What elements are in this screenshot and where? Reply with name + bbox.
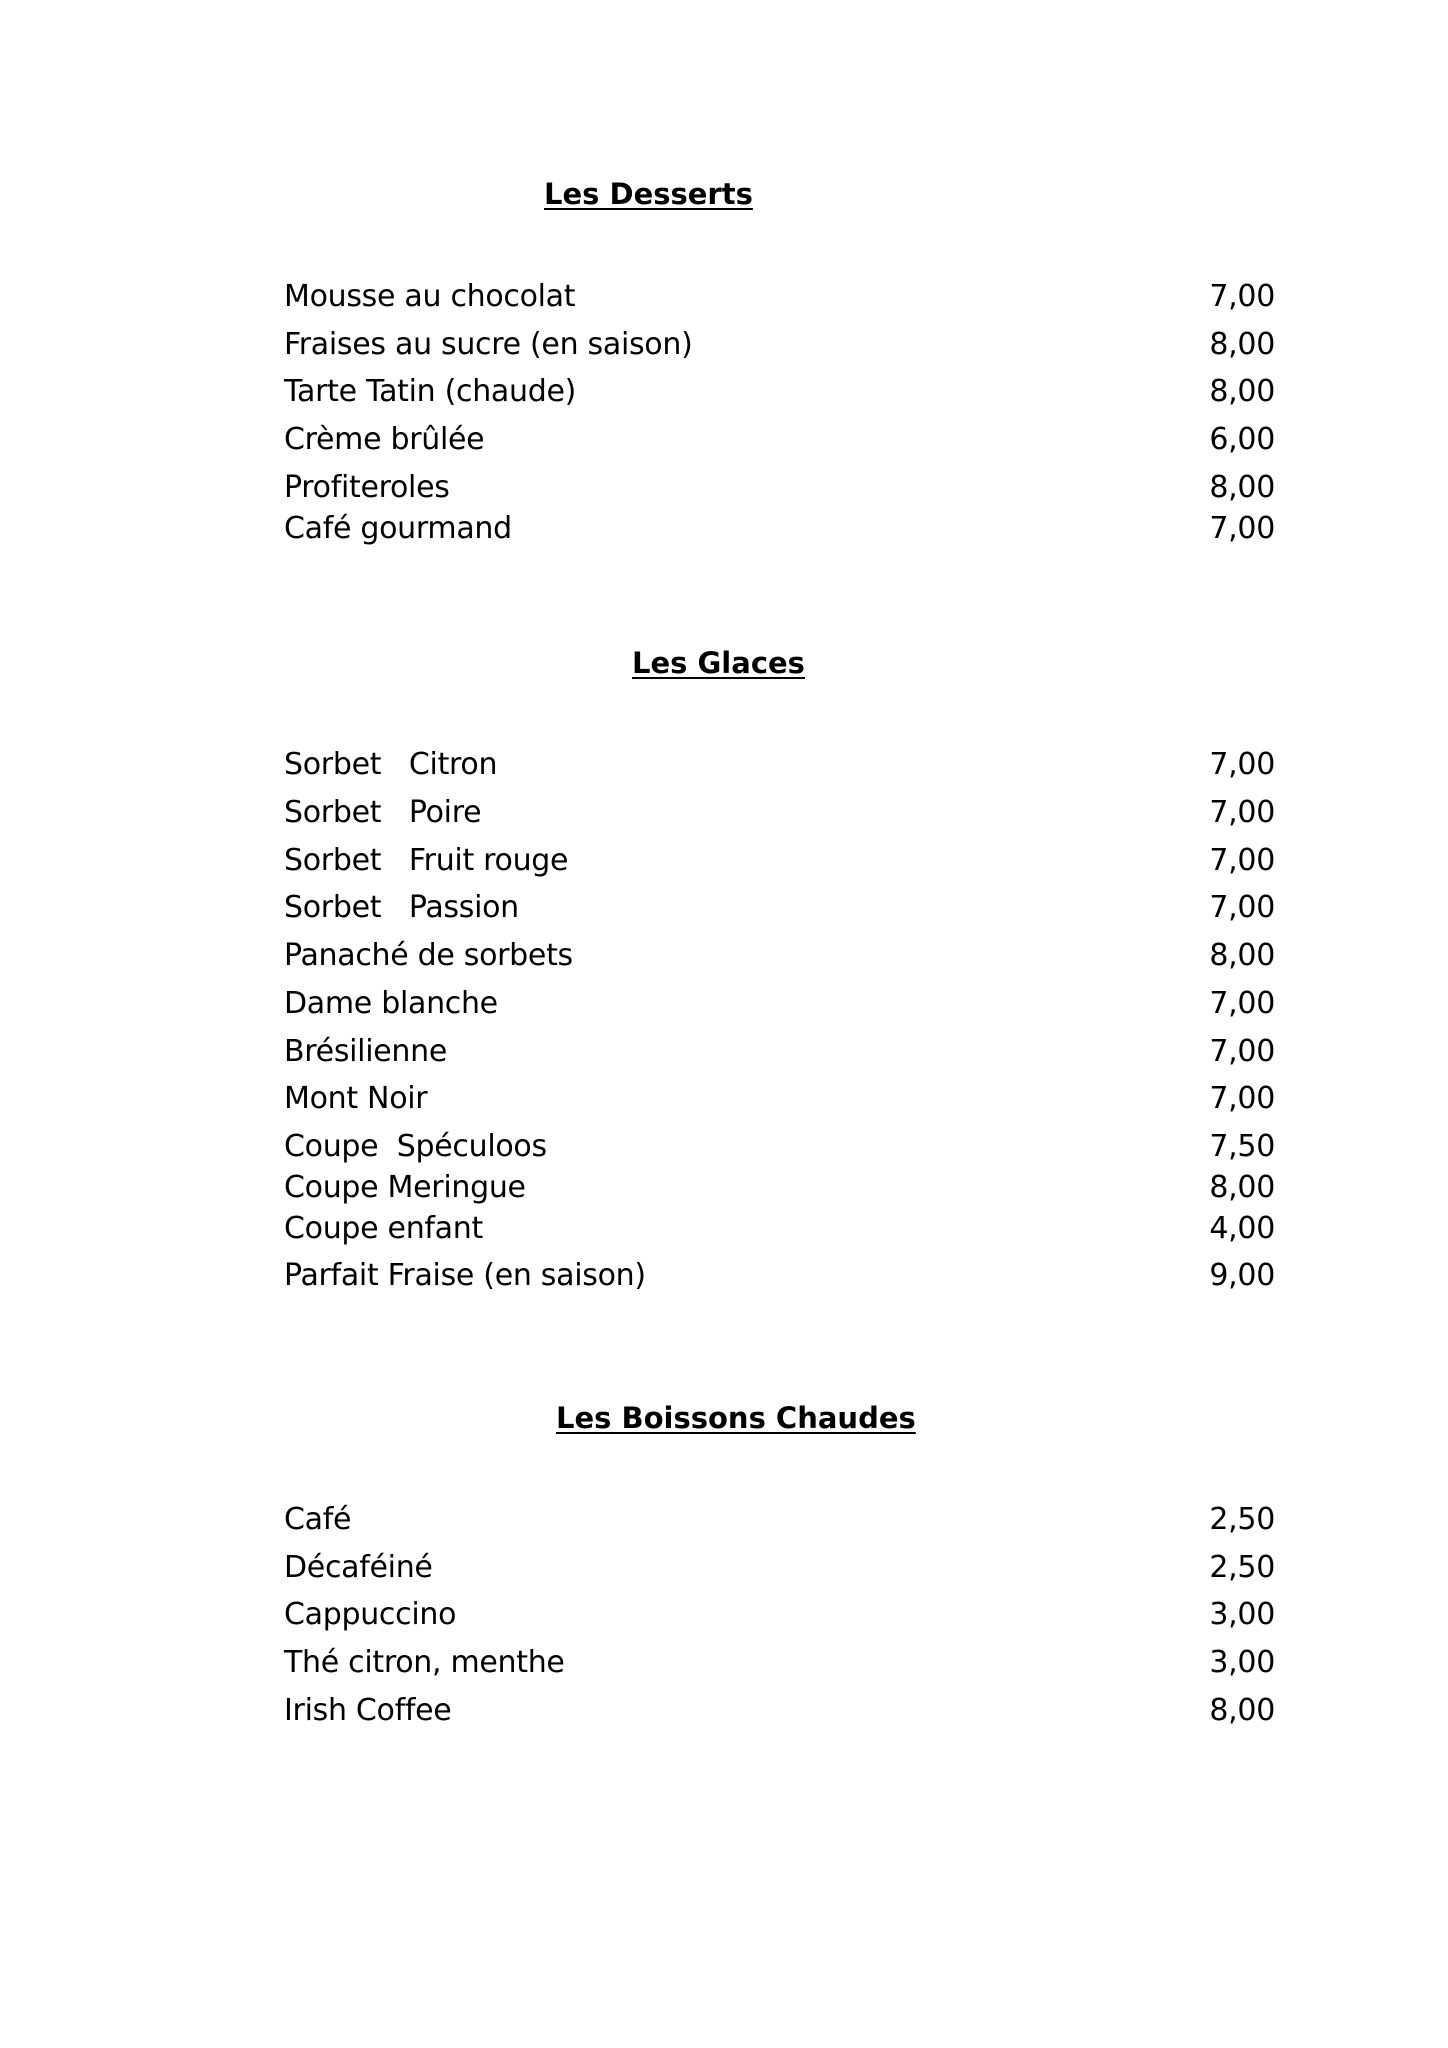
menu-item (284, 745, 1275, 785)
section-title-desserts: Les Desserts (544, 177, 753, 211)
item-price: 8,00 (1209, 470, 1275, 505)
item-name: Cappuccino (284, 1597, 457, 1632)
menu-item (284, 1500, 1275, 1540)
menu-item (284, 984, 1275, 1024)
menu-item (284, 1127, 1275, 1167)
menu-item (284, 1032, 1275, 1072)
menu-item (284, 1079, 1275, 1119)
item-name: Sorbet Fruit rouge (284, 843, 569, 878)
item-name: Café gourmand (284, 511, 512, 546)
item-name: Dame blanche (284, 986, 498, 1021)
item-price: 7,00 (1209, 1034, 1275, 1069)
item-price: 8,00 (1209, 327, 1275, 362)
item-price: 3,00 (1209, 1597, 1275, 1632)
item-price: 3,00 (1209, 1645, 1275, 1680)
menu-item (284, 1256, 1275, 1296)
section-title-glaces: Les Glaces (632, 646, 805, 680)
item-name: Irish Coffee (284, 1693, 452, 1728)
item-name: Thé citron, menthe (284, 1645, 565, 1680)
item-price: 7,00 (1209, 795, 1275, 830)
item-name: Mont Noir (284, 1081, 428, 1116)
item-price: 7,00 (1209, 843, 1275, 878)
item-price: 7,00 (1209, 986, 1275, 1021)
menu-item (284, 1595, 1275, 1635)
item-name: Panaché de sorbets (284, 938, 573, 973)
item-name: Coupe enfant (284, 1211, 483, 1246)
item-price: 6,00 (1209, 422, 1275, 457)
menu-item (284, 793, 1275, 833)
item-price: 9,00 (1209, 1258, 1275, 1293)
item-price: 2,50 (1209, 1502, 1275, 1537)
menu-item (284, 277, 1275, 317)
menu-item (284, 468, 1275, 508)
item-price: 7,00 (1209, 747, 1275, 782)
item-name: Coupe Spéculoos (284, 1129, 547, 1164)
menu-item (284, 936, 1275, 976)
menu-item (284, 841, 1275, 881)
item-price: 7,50 (1209, 1129, 1275, 1164)
item-name: Brésilienne (284, 1034, 447, 1069)
item-price: 8,00 (1209, 1170, 1275, 1205)
item-price: 2,50 (1209, 1550, 1275, 1585)
menu-item (284, 1691, 1275, 1731)
item-price: 8,00 (1209, 1693, 1275, 1728)
menu-item (284, 325, 1275, 365)
item-name: Sorbet Citron (284, 747, 498, 782)
menu-item (284, 420, 1275, 460)
item-name: Sorbet Poire (284, 795, 482, 830)
item-name: Crème brûlée (284, 422, 485, 457)
item-price: 7,00 (1209, 890, 1275, 925)
item-name: Tarte Tatin (chaude) (284, 374, 577, 409)
item-name: Profiteroles (284, 470, 450, 505)
menu-item (284, 1643, 1275, 1683)
menu-item (284, 1209, 1275, 1249)
item-price: 7,00 (1209, 279, 1275, 314)
menu-item (284, 509, 1275, 549)
menu-item (284, 1548, 1275, 1588)
item-price: 8,00 (1209, 374, 1275, 409)
menu-item (284, 888, 1275, 928)
item-name: Coupe Meringue (284, 1170, 526, 1205)
menu-item (284, 1168, 1275, 1208)
item-name: Parfait Fraise (en saison) (284, 1258, 646, 1293)
menu-item (284, 372, 1275, 412)
item-name: Décaféiné (284, 1550, 433, 1585)
item-price: 7,00 (1209, 1081, 1275, 1116)
item-name: Café (284, 1502, 352, 1537)
item-name: Fraises au sucre (en saison) (284, 327, 693, 362)
section-title-boissons-chaudes: Les Boissons Chaudes (556, 1401, 916, 1435)
item-price: 7,00 (1209, 511, 1275, 546)
item-price: 4,00 (1209, 1211, 1275, 1246)
item-price: 8,00 (1209, 938, 1275, 973)
item-name: Sorbet Passion (284, 890, 519, 925)
item-name: Mousse au chocolat (284, 279, 576, 314)
